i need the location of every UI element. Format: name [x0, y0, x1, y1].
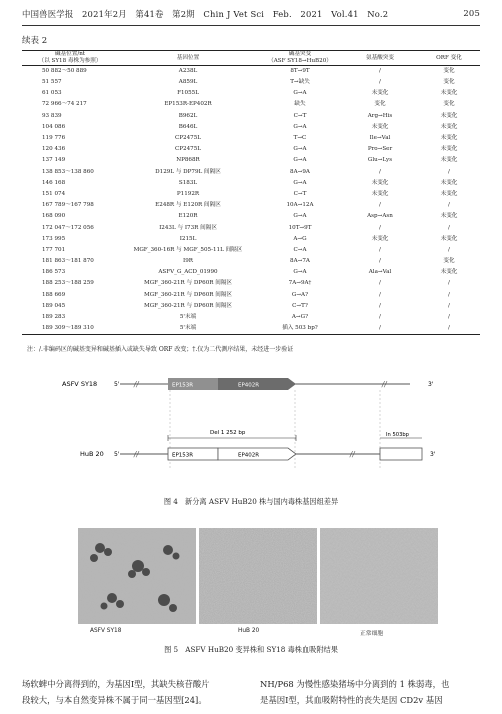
- cell-aa: Ile→Val: [369, 135, 391, 142]
- table-row: [22, 167, 480, 178]
- cell-mutation: 10A→12A: [286, 202, 314, 209]
- cell-gene: NP868R: [176, 157, 200, 164]
- table-row: [22, 301, 480, 312]
- cell-mutation: G→A: [293, 146, 307, 153]
- cell-aa: 变化: [374, 101, 386, 108]
- cell-position: 188 669: [42, 291, 66, 298]
- cell-position: 177 701: [42, 246, 66, 253]
- table-row: [22, 256, 480, 267]
- cell-orf: 未变化: [440, 179, 458, 186]
- cell-orf: 未变化: [440, 190, 458, 197]
- cell-aa: /: [379, 79, 381, 86]
- cell-gene: P1192R: [176, 190, 200, 197]
- cell-mutation: 7A→9A†: [288, 280, 312, 287]
- cell-orf: 未变化: [440, 235, 458, 242]
- cell-mutation: T→缺失: [290, 79, 310, 86]
- cell-gene: MGF_360-21R 与 DP60R 间隔区: [143, 280, 233, 287]
- cell-aa: /: [379, 68, 381, 75]
- table-row: [22, 245, 480, 256]
- cell-mutation: 8A→7A: [290, 258, 310, 265]
- cell-aa: Arg→His: [367, 112, 393, 119]
- cell-aa: /: [379, 246, 381, 253]
- cell-position: 50 882～50 889: [42, 68, 87, 75]
- cell-orf: 未变化: [440, 157, 458, 164]
- table-continuation-label: 续表 2: [22, 36, 48, 46]
- cell-position: 104 086: [42, 123, 66, 130]
- cell-orf: 变化: [443, 79, 455, 86]
- cell-orf: 未变化: [440, 135, 458, 142]
- fig4-insertion-label: In 503bp: [386, 432, 409, 438]
- cell-mutation: G→A: [293, 157, 307, 164]
- figure5-micrographs: [78, 528, 438, 637]
- cell-gene: 5'末端: [179, 314, 197, 321]
- cell-mutation: 8T→9T: [290, 68, 310, 75]
- cell-gene: B646L: [178, 123, 198, 130]
- cell-aa: Glu→Lys: [367, 157, 393, 164]
- cell-position: 168 090: [42, 213, 66, 220]
- cell-position: 172 047～172 056: [42, 224, 94, 231]
- cell-orf: 变化: [443, 68, 455, 75]
- fig4-hub20-label: HuB 20: [80, 450, 104, 458]
- cell-gene: E248R 与 E120R 间隔区: [155, 202, 221, 209]
- cell-aa: /: [379, 258, 381, 265]
- micrograph-hub20: [199, 528, 317, 624]
- cell-gene: CP2475L: [175, 135, 201, 142]
- cell-aa: /: [379, 280, 381, 287]
- cell-aa: 未变化: [371, 123, 389, 130]
- fig4-break-bottom-right: //: [350, 450, 355, 459]
- fig4-break-top-left: //: [134, 380, 139, 389]
- cell-orf: /: [448, 168, 450, 175]
- cell-mutation: G→A: [293, 123, 307, 130]
- cell-orf: /: [448, 291, 450, 298]
- cell-position: 120 436: [42, 146, 66, 153]
- fig4-insertion-box: [380, 448, 422, 460]
- cell-mutation: C→T: [293, 112, 307, 119]
- table-row: [22, 200, 480, 211]
- cell-orf: /: [448, 280, 450, 287]
- figure4-caption: 图 4 新分离 ASFV HuB20 株与国内毒株基因组差异: [163, 497, 339, 506]
- micrograph-label-hub20: HuB 20: [238, 628, 260, 634]
- table-row: [22, 111, 480, 122]
- cell-gene: ASFV_G_ACD_01990: [158, 269, 218, 276]
- header-position-line2: （以 SY18 毒株为参照）: [38, 58, 102, 65]
- cell-mutation: C→A: [293, 246, 307, 253]
- figure5-caption: 图 5 ASFV HuB20 变异株和 SY18 毒株血吸附结果: [164, 645, 338, 654]
- cell-aa: /: [379, 302, 381, 309]
- header-gene: 基因位置: [176, 54, 200, 61]
- cell-mutation: G→A: [293, 269, 307, 276]
- fig4-deletion-label: Del 1 252 bp: [210, 430, 246, 436]
- cell-position: 119 776: [42, 135, 66, 142]
- cell-gene: B962L: [178, 112, 198, 119]
- cell-gene: A859L: [178, 79, 198, 86]
- table-row: [22, 278, 480, 289]
- cell-mutation: G→A: [293, 179, 307, 186]
- fig4-3prime-bottom: 3': [430, 451, 436, 458]
- fig4-ep153r-label-bottom: EP153R: [172, 452, 194, 459]
- cell-mutation: G→A: [293, 213, 307, 220]
- cell-aa: /: [379, 324, 381, 331]
- cell-aa: Pro→Ser: [367, 146, 393, 153]
- cell-position: 51 557: [42, 79, 62, 86]
- cell-gene: CP2475L: [175, 146, 201, 153]
- cell-position: 61 053: [42, 90, 62, 97]
- table-row: [22, 122, 480, 133]
- body-text-left-column: [22, 676, 242, 708]
- fig4-ep402r-label-bottom: EP402R: [238, 452, 260, 459]
- fig4-ep402r-label: EP402R: [238, 382, 260, 389]
- cell-aa: /: [379, 202, 381, 209]
- cell-gene: MGF_360-16R 与 MGF_505-11L 间隔区: [133, 246, 243, 253]
- cell-mutation: 插入 503 bp?: [282, 324, 318, 331]
- cell-gene: S183L: [178, 179, 198, 186]
- fig4-3prime-top: 3': [428, 381, 434, 388]
- cell-aa: /: [379, 168, 381, 175]
- cell-position: 146 168: [42, 179, 66, 186]
- cell-position: 189 283: [42, 314, 66, 321]
- running-header: [22, 8, 480, 22]
- fig4-5prime-top: 5': [114, 381, 120, 388]
- table-row: [22, 323, 480, 334]
- body-left-line-1: 场软蜱中分离得到的，为基因Ⅰ型，其缺失核苷酸片: [22, 679, 210, 689]
- header-mutation: [258, 51, 342, 66]
- figure4-genome-diagram: [60, 358, 460, 488]
- cell-orf: 未变化: [440, 146, 458, 153]
- cell-gene: 5'末端: [179, 324, 197, 331]
- cell-orf: /: [448, 246, 450, 253]
- table-note: 注：/.非编码区的碱基变异和碱基插入或缺失导致 ORF 改变；†.仅为二代测序结果，未经进一步验证: [27, 346, 294, 353]
- cell-position: 189 309～189 310: [42, 324, 94, 331]
- header-aa: 氨基酸突变: [366, 54, 394, 61]
- cell-mutation: G→A?: [291, 291, 309, 298]
- body-right-line-2: 是基因Ⅰ型，其血吸附特性的丧失是因 CD2v 基因: [260, 695, 443, 705]
- micrograph-normal: [320, 528, 438, 624]
- cell-position: 93 839: [42, 112, 62, 119]
- cell-orf: /: [448, 202, 450, 209]
- cell-aa: Asp→Asn: [367, 213, 393, 220]
- header-rule: [22, 25, 480, 26]
- cell-position: 173 995: [42, 235, 66, 242]
- cell-orf: 未变化: [440, 112, 458, 119]
- cell-aa: /: [379, 291, 381, 298]
- cell-position: 167 789～167 798: [42, 202, 94, 209]
- table-row: [22, 211, 480, 222]
- cell-gene: D129L 与 DP79L 间隔区: [155, 168, 221, 175]
- header-mutation-line1: 碱基突变: [288, 51, 312, 57]
- cell-aa: Ala→Val: [368, 269, 392, 276]
- cell-gene: EP153R-EP402R: [164, 101, 212, 108]
- cell-gene: I215L: [179, 235, 197, 242]
- cell-mutation: A→G: [293, 235, 307, 242]
- cell-position: 138 853～138 860: [42, 168, 94, 175]
- table-row: [22, 133, 480, 144]
- table-row: [22, 189, 480, 200]
- header-mutation-line2: （ASF SY18→HuB20）: [268, 58, 332, 65]
- table-row: [22, 66, 480, 77]
- cell-orf: 变化: [443, 101, 455, 108]
- fig4-sy18-label: ASFV SY18: [62, 380, 98, 388]
- cell-aa: /: [379, 224, 381, 231]
- mutation-table: [22, 50, 480, 335]
- cell-gene: F1055L: [177, 90, 199, 97]
- cell-mutation: G→A: [293, 90, 307, 97]
- table-row: [22, 223, 480, 234]
- header-position: [22, 51, 118, 66]
- page-number: 205: [463, 8, 480, 18]
- cell-orf: /: [448, 224, 450, 231]
- cell-orf: /: [448, 302, 450, 309]
- table-row: [22, 155, 480, 166]
- cell-mutation: 8A→9A: [290, 168, 310, 175]
- cell-position: 72 966～74 217: [42, 101, 87, 108]
- cell-aa: /: [379, 314, 381, 321]
- body-right-line-1: NH/P68 为慢性感染猪场中分离到的 1 株弱毒，也: [260, 679, 450, 689]
- cell-mutation: C→T: [293, 190, 307, 197]
- header-orf: ORF 变化: [436, 54, 462, 61]
- body-left-line-2: 段较大，与本自然变异株不属于同一基因型[24]。: [22, 695, 207, 705]
- cell-orf: 未变化: [440, 213, 458, 220]
- cell-aa: 未变化: [371, 190, 389, 197]
- cell-orf: 未变化: [440, 269, 458, 276]
- cell-position: 189 045: [42, 302, 66, 309]
- cell-orf: 变化: [443, 258, 455, 265]
- body-text-right-column: [260, 676, 482, 708]
- cell-orf: 未变化: [440, 123, 458, 130]
- cell-gene: A238L: [178, 68, 198, 75]
- table-row: [22, 312, 480, 323]
- cell-orf: /: [448, 324, 450, 331]
- cell-mutation: T→C: [293, 135, 307, 142]
- cell-position: 151 074: [42, 190, 66, 197]
- table-row: [22, 99, 480, 110]
- cell-mutation: 10T→9T: [288, 224, 312, 231]
- cell-position: 186 573: [42, 269, 66, 276]
- cell-aa: 未变化: [371, 235, 389, 242]
- fig4-ep153r-label: EP153R: [172, 382, 194, 389]
- journal-header-text: 中国兽医学报 2021年2月 第41卷 第2期 Chin J Vet Sci Feb. 2021 Vol.41 No.2: [22, 9, 389, 19]
- cell-gene: I243L 与 I73R 间隔区: [159, 224, 217, 231]
- cell-orf: /: [448, 314, 450, 321]
- cell-mutation: 缺失: [294, 101, 306, 108]
- cell-orf: 未变化: [440, 90, 458, 97]
- cell-gene: MGF_360-21R 与 DP60R 间隔区: [143, 291, 233, 298]
- header-position-line1: 碱基位置/nt: [54, 51, 86, 57]
- cell-mutation: C→T?: [292, 302, 308, 309]
- cell-gene: MGF_360-21R 与 DP60R 间隔区: [143, 302, 233, 309]
- cell-position: 188 253～188 259: [42, 280, 94, 287]
- cell-position: 181 863～181 870: [42, 258, 94, 265]
- cell-mutation: A→G?: [291, 314, 309, 321]
- cell-gene: E120R: [178, 213, 198, 220]
- table-row: [22, 267, 480, 278]
- table-row: [22, 77, 480, 88]
- fig4-break-bottom-left: //: [134, 450, 139, 459]
- micrograph-label-normal: 正常细胞: [360, 631, 384, 637]
- table-row: [22, 88, 480, 99]
- fig4-5prime-bottom: 5': [114, 451, 120, 458]
- cell-aa: 未变化: [371, 90, 389, 97]
- cell-position: 137 149: [42, 157, 66, 164]
- table-row: [22, 178, 480, 189]
- cell-gene: I9R: [183, 258, 193, 265]
- micrograph-sy18: [78, 528, 196, 624]
- cell-aa: 未变化: [371, 179, 389, 186]
- fig4-break-top-right: //: [382, 380, 387, 389]
- micrograph-label-sy18: ASFV SY18: [90, 628, 122, 634]
- table-row: [22, 144, 480, 155]
- table-row: [22, 290, 480, 301]
- table-row: [22, 234, 480, 245]
